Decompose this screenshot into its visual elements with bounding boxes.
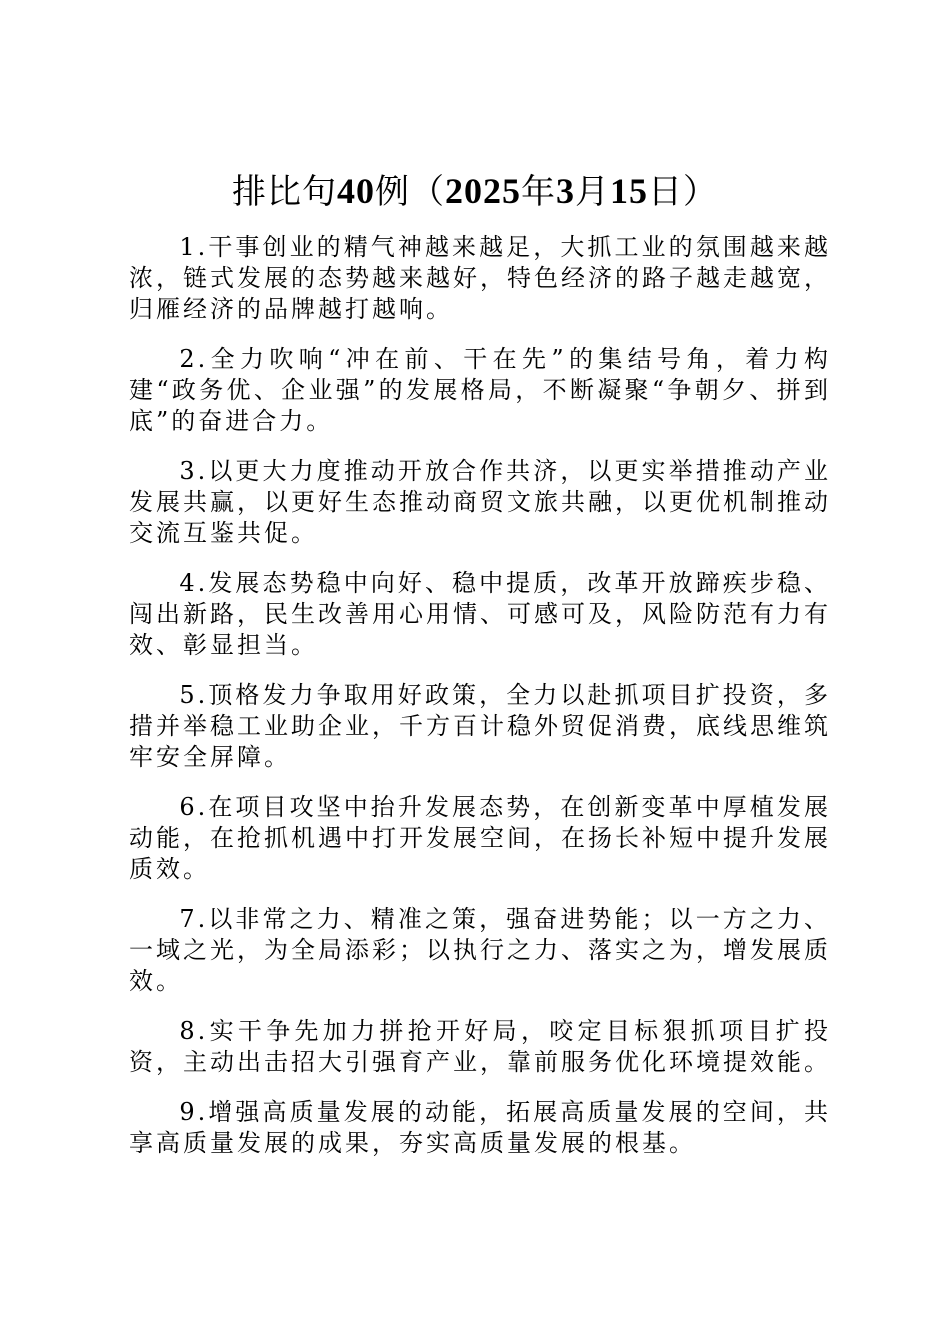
paragraph-6: 6.在项目攻坚中抬升发展态势，在创新变革中厚植发展动能，在抢抓机遇中打开发展空间，在扬长补短中提升发展质效。 xyxy=(129,793,831,883)
paragraph-1: 1.干事创业的精气神越来越足，大抓工业的氛围越来越浓，链式发展的态势越来越好，特色经济的路子越走越宽，归雁经济的品牌越打越响。 xyxy=(129,233,831,323)
title-day-suffix: 日） xyxy=(648,172,718,212)
paragraph-9: 9.增强高质量发展的动能，拓展高质量发展的空间，共享高质量发展的成果，夯实高质量发展的根基。 xyxy=(129,1098,831,1157)
paragraph-8: 8.实干争先加力拼抢开好局，咬定目标狠抓项目扩投资，主动出击招大引强育产业，靠前服务优化环境提效能。 xyxy=(129,1017,831,1076)
document-body xyxy=(129,232,831,1178)
title-mid: 例（ xyxy=(375,172,445,212)
paragraph-7: 7.以非常之力、精准之策，强奋进势能；以一方之力、一域之光，为全局添彩；以执行之力、落实之为，增发展质效。 xyxy=(129,905,831,995)
document-title xyxy=(0,168,950,215)
title-month-suffix: 月 xyxy=(575,172,610,212)
title-year: 2025 xyxy=(445,171,521,211)
paragraph-4: 4.发展态势稳中向好、稳中提质，改革开放蹄疾步稳、闯出新路，民生改善用心用情、可感可及，风险防范有力有效、彰显担当。 xyxy=(129,569,831,659)
title-year-suffix: 年 xyxy=(521,172,556,212)
paragraph-2: 2.全力吹响“冲在前、干在先”的集结号角，着力构建“政务优、企业强”的发展格局，不断凝聚“争朝夕、拼到底”的奋进合力。 xyxy=(129,345,831,435)
title-prefix: 排比句 xyxy=(232,172,337,212)
title-count: 40 xyxy=(337,171,375,211)
title-month: 3 xyxy=(556,171,575,211)
title-day: 15 xyxy=(610,171,648,211)
paragraph-3: 3.以更大力度推动开放合作共济，以更实举措推动产业发展共赢，以更好生态推动商贸文旅共融，以更优机制推动交流互鉴共促。 xyxy=(129,457,831,547)
paragraph-5: 5.顶格发力争取用好政策，全力以赴抓项目扩投资，多措并举稳工业助企业，千方百计稳外贸促消费，底线思维筑牢安全屏障。 xyxy=(129,681,831,771)
